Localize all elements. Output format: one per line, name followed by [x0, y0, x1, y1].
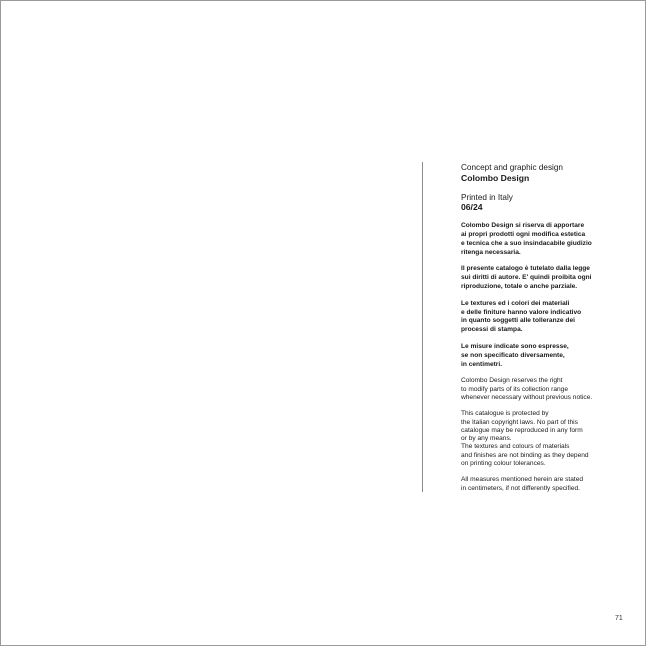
text-line: riproduzione, totale o anche parziale.	[461, 282, 578, 290]
text-line: The textures and colours of materials	[461, 443, 570, 451]
printed-label: Printed in Italy	[461, 192, 513, 202]
italian-paragraph-1	[461, 222, 641, 257]
english-paragraph-1	[461, 377, 641, 402]
text-line: in centimeters, if not differently specified.	[461, 484, 580, 492]
text-line: to modify parts of its collection range	[461, 385, 569, 393]
colophon-block	[461, 163, 641, 493]
concept-name: Colombo Design	[461, 172, 530, 183]
text-line: e delle finiture hanno valore indicativo	[461, 308, 582, 316]
text-line: catalogue may be reproduced in any form	[461, 426, 583, 434]
text-line: All measures mentioned herein are stated	[461, 476, 584, 484]
text-line: processi di stampa.	[461, 326, 523, 334]
text-line: This catalogue is protected by	[461, 410, 549, 418]
text-line: and finishes are not binding as they depend	[461, 451, 589, 459]
text-line: Le misure indicate sono espresse,	[461, 342, 569, 350]
text-line: Colombo Design si riserva di apportare	[461, 222, 585, 230]
printed-date: 06/24	[461, 202, 483, 213]
vertical-divider	[422, 162, 423, 492]
english-paragraph-3	[461, 476, 641, 493]
text-line: on printing colour tolerances.	[461, 460, 546, 468]
text-line: se non specificato diversamente,	[461, 351, 565, 359]
italian-paragraph-4	[461, 343, 641, 369]
text-line: or by any means.	[461, 435, 512, 443]
text-line: sui diritti di autore. E' quindi proibita ogni	[461, 274, 592, 282]
text-line: Il presente catalogo è tutelato dalla legge	[461, 265, 590, 273]
concept-label: Concept and graphic design	[461, 163, 563, 172]
text-line: e tecnica che a suo insindacabile giudizio	[461, 239, 592, 247]
text-line: Colombo Design reserves the right	[461, 377, 563, 385]
text-line: ai propri prodotti ogni modifica estetica	[461, 230, 586, 238]
text-line: in centimetri.	[461, 360, 503, 368]
text-line: in quanto soggetti alle tolleranze dei	[461, 317, 575, 325]
text-line: Le textures ed i colori dei materiali	[461, 299, 570, 307]
page-number: 71	[615, 615, 623, 622]
italian-paragraph-3	[461, 300, 641, 335]
text-line: ritenga necessaria.	[461, 248, 521, 256]
english-paragraph-2	[461, 410, 641, 468]
text-line: the Italian copyright laws. No part of this	[461, 418, 578, 426]
italian-paragraph-2	[461, 265, 641, 291]
text-line: whenever necessary without previous notice.	[461, 393, 593, 401]
